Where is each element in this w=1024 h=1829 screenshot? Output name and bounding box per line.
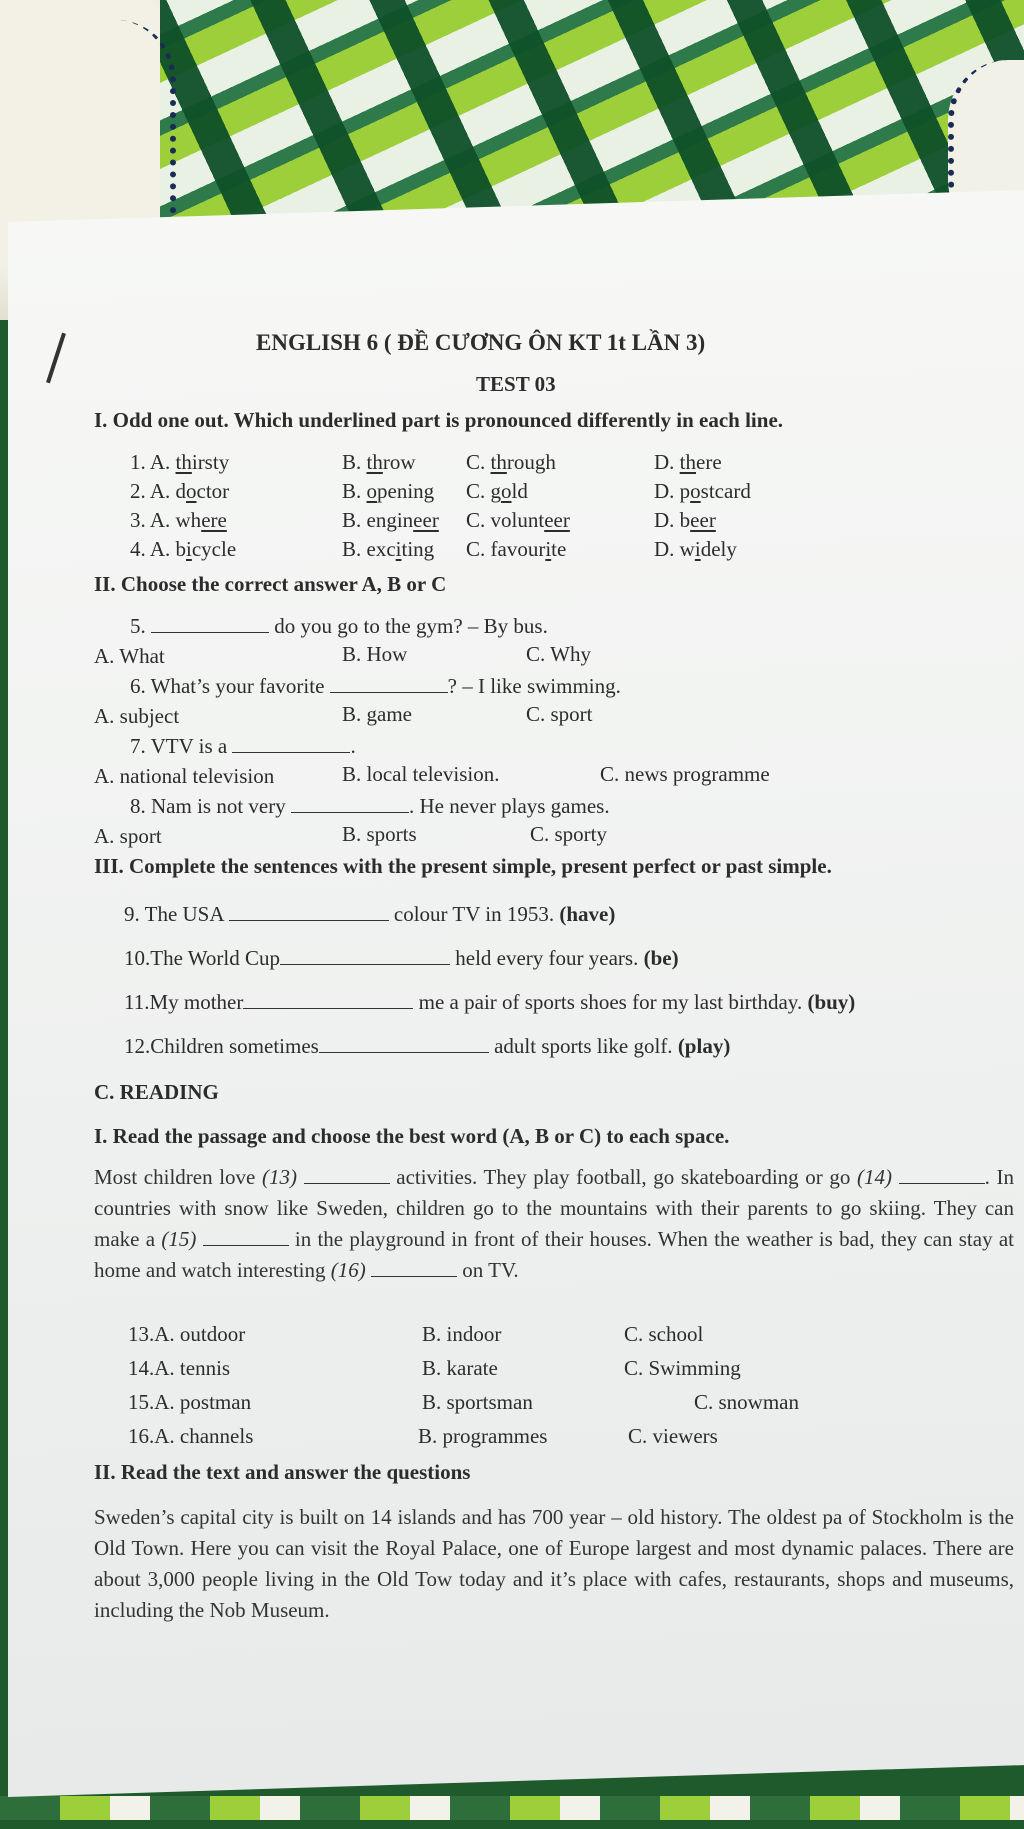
blank-16[interactable] <box>371 1258 457 1277</box>
q4-number: 4. <box>130 537 146 561</box>
q15-option-c: C. snowman <box>694 1390 799 1414</box>
q1-option-b: B. throw <box>342 450 416 474</box>
q1-row <box>130 450 229 475</box>
q2-option-d: D. postcard <box>654 479 751 503</box>
q16-option-c: C. viewers <box>628 1424 718 1448</box>
q14-option-c: C. Swimming <box>624 1356 741 1380</box>
section1-heading: I. Odd one out. Which underlined part is pronounced differently in each line. <box>94 408 784 432</box>
q4-option-d: D. widely <box>654 537 737 561</box>
q7-option-c: C. news programme <box>600 762 770 786</box>
q7-option-b: B. local television. <box>342 762 500 786</box>
q4-option-a: A. bicycle <box>149 537 237 561</box>
blank-13[interactable] <box>304 1165 390 1184</box>
q3-option-c: C. volunteer <box>466 508 570 532</box>
reading-passage: Most children love (13) activities. They play football, go skateboarding or go (14) . In countries with snow like Sweden, children go to the mountains with their parents to go skiing. They can make a (15) in the playground in front of their houses. When the weather is bad, they can stay at home and watch interesting (16) on TV. <box>94 1165 1015 1282</box>
q7-question: 7. VTV is a . <box>130 734 356 758</box>
q2-option-a: A. doctor <box>149 479 230 503</box>
q9-blank[interactable] <box>229 902 389 921</box>
q5-blank[interactable] <box>151 614 269 633</box>
q6-option-a: A. subject <box>94 704 180 728</box>
q7-blank[interactable] <box>232 734 350 753</box>
q6-option-b: B. game <box>342 702 412 726</box>
q16-option-a: 16.A. channels <box>128 1424 254 1448</box>
blank-15[interactable] <box>203 1227 289 1246</box>
q8-option-c: C. sporty <box>530 822 608 846</box>
q14-option-b: B. karate <box>422 1356 498 1380</box>
q5-option-b: B. How <box>342 642 408 666</box>
q7-option-a: A. national television <box>94 764 275 788</box>
q1-option-d: D. there <box>654 450 722 474</box>
q15-option-a: 15.A. postman <box>128 1390 252 1414</box>
q2-number: 2. <box>130 479 146 503</box>
reading-heading: C. READING <box>94 1080 219 1104</box>
q5-option-a: A. What <box>94 644 165 668</box>
reading-text-2: Sweden’s capital city is built on 14 islands and has 700 year – old history. The oldest pa of Stockholm is the Old Town. Here you can visit the Royal Palace, one of Europe largest and most dynamic palaces. There are about 3,000 people living in the Old Tow today and it’s place with cafes, restaurants, shops and museums, including the Nob Museum. <box>94 1505 1014 1622</box>
q6-blank[interactable] <box>330 674 448 693</box>
q3-option-d: D. beer <box>654 508 716 532</box>
worksheet-title: ENGLISH 6 ( ĐỀ CƯƠNG ÔN KT 1t LẦN 3) <box>256 330 706 355</box>
section3-heading: III. Complete the sentences with the present simple, present perfect or past simple. <box>94 854 832 878</box>
q16-option-b: B. programmes <box>418 1424 548 1448</box>
q1-option-c: C. through <box>466 450 556 474</box>
q12-blank[interactable] <box>319 1034 489 1053</box>
reading-part1-heading: I. Read the passage and choose the best word (A, B or C) to each space. <box>94 1124 730 1148</box>
q13-option-a: 13.A. outdoor <box>128 1322 246 1346</box>
q8-blank[interactable] <box>291 794 409 813</box>
q10-sentence: 10.The World Cup held every four years. (be) <box>124 946 679 970</box>
q12-sentence: 12.Children sometimes adult sports like golf. (play) <box>124 1034 731 1058</box>
q1-option-a: A. thirsty <box>149 450 230 474</box>
q1-number: 1. <box>130 450 146 474</box>
blank-14[interactable] <box>899 1165 985 1184</box>
q15-option-b: B. sportsman <box>422 1390 533 1414</box>
q2-option-c: C. gold <box>466 479 528 503</box>
pen-mark <box>46 333 66 384</box>
q8-option-a: A. sport <box>94 824 162 848</box>
q11-blank[interactable] <box>243 990 413 1009</box>
q2-option-b: B. opening <box>342 479 435 503</box>
q11-sentence: 11.My mother me a pair of sports shoes for my last birthday. (buy) <box>124 990 856 1014</box>
q3-number: 3. <box>130 508 146 532</box>
q13-option-c: C. school <box>624 1322 704 1346</box>
reading-part2-heading: II. Read the text and answer the questions <box>94 1460 471 1484</box>
q4-option-b: B. exciting <box>342 537 435 561</box>
q10-blank[interactable] <box>280 946 450 965</box>
q2-row <box>130 479 229 504</box>
q3-option-b: B. engineer <box>342 508 439 532</box>
q3-row <box>130 508 227 533</box>
q5-question: 5. do you go to the gym? – By bus. <box>130 614 548 638</box>
section2-heading: II. Choose the correct answer A, B or C <box>94 572 447 596</box>
q4-option-c: C. favourite <box>466 537 567 561</box>
test-number: TEST 03 <box>476 372 556 396</box>
fabric-bottom-strip <box>0 1796 1024 1820</box>
q8-option-b: B. sports <box>342 822 417 846</box>
q8-question: 8. Nam is not very . He never plays games. <box>130 794 610 818</box>
worksheet-paper <box>8 190 1024 1797</box>
q3-option-a: A. where <box>149 508 227 532</box>
q6-question: 6. What’s your favorite ? – I like swimming. <box>130 674 621 698</box>
q6-option-c: C. sport <box>526 702 593 726</box>
q5-option-c: C. Why <box>526 642 591 666</box>
q13-option-b: B. indoor <box>422 1322 502 1346</box>
q4-row <box>130 537 236 562</box>
q14-option-a: 14.A. tennis <box>128 1356 231 1380</box>
q9-sentence: 9. The USA colour TV in 1953. (have) <box>124 902 616 926</box>
